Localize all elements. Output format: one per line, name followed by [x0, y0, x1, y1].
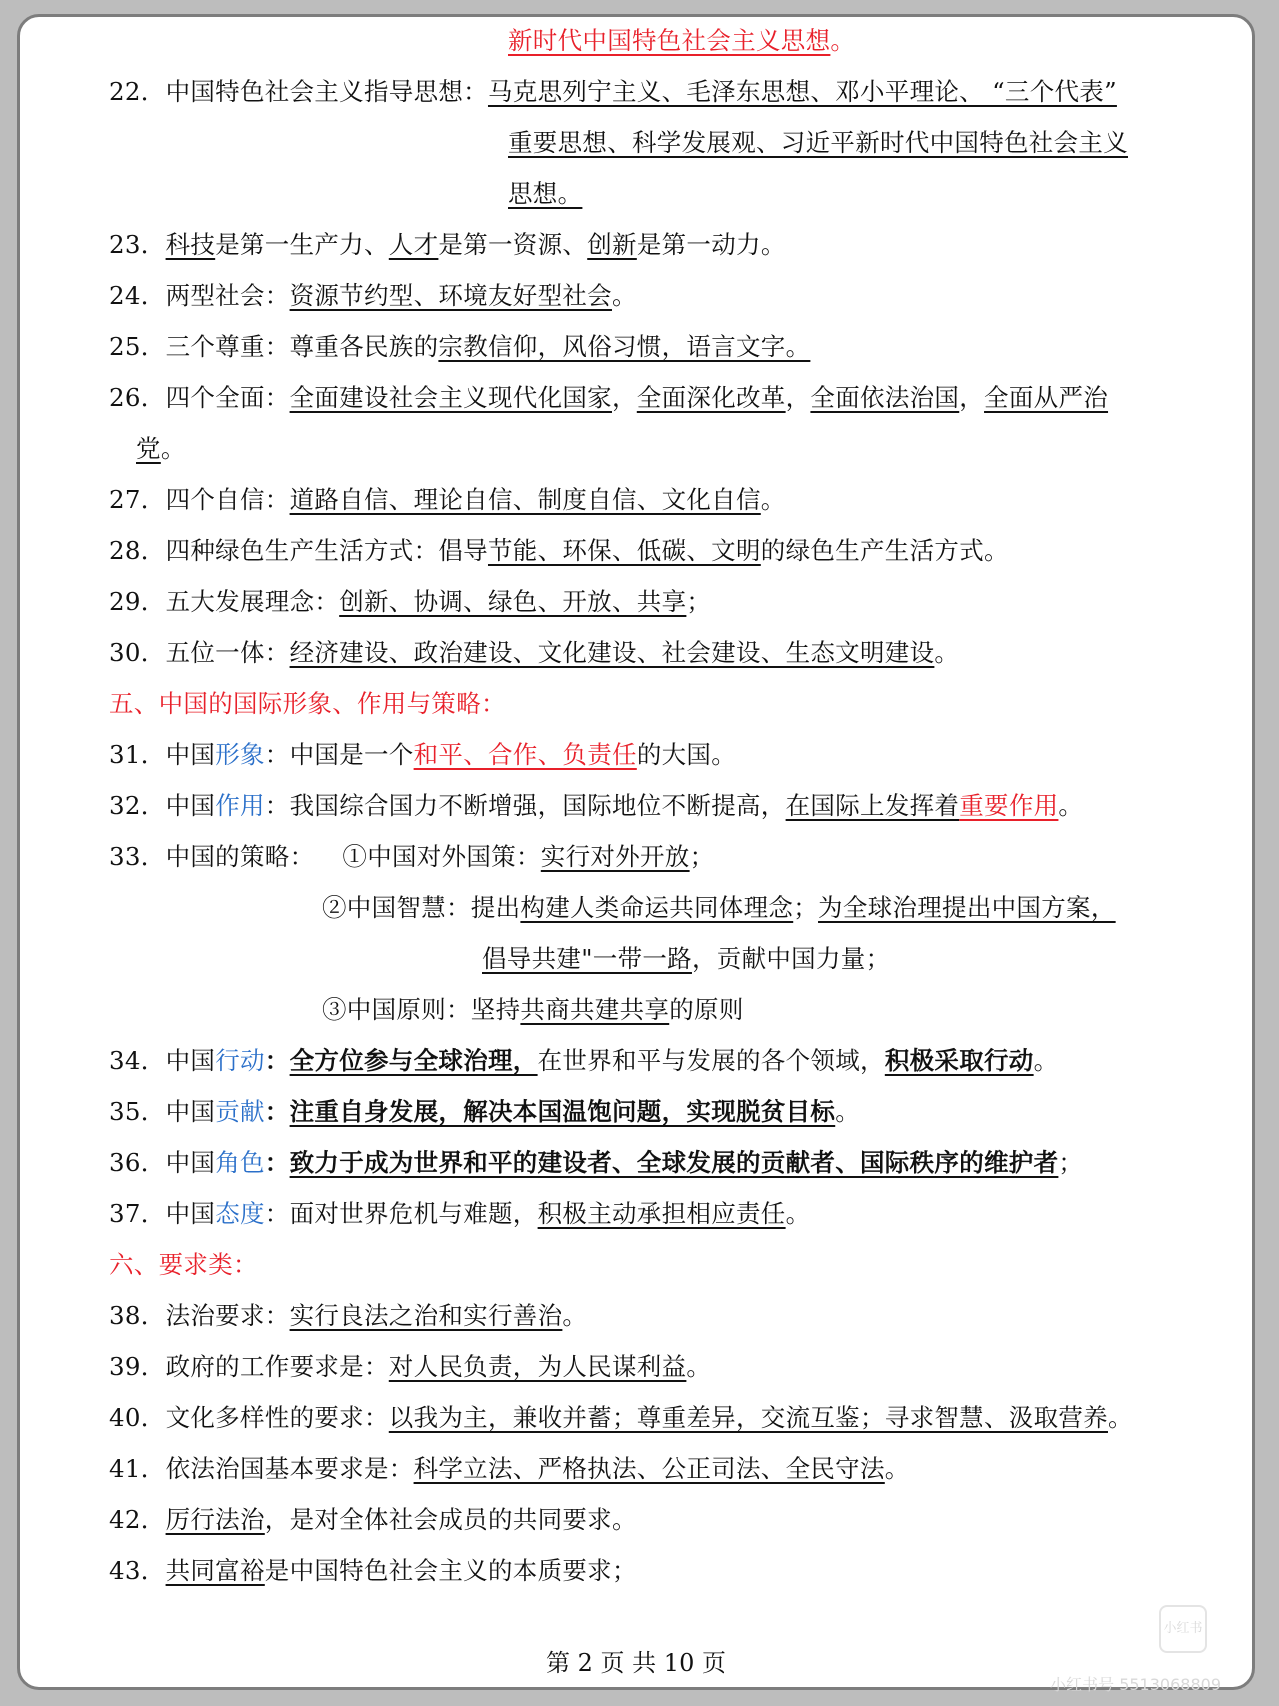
item-34: 34．中国行动：全方位参与全球治理，在世界和平与发展的各个领域，积极采取行动。 — [109, 1046, 1059, 1075]
item-22-line-2: 重要思想、科学发展观、习近平新时代中国特色社会主义 — [508, 128, 1128, 157]
item-33-point-2-line-2: 倡导共建"一带一路，贡献中国力量； — [482, 944, 891, 973]
watermark-logo: 小红书 — [1159, 1605, 1207, 1653]
item-30: 30．五位一体：经济建设、政治建设、文化建设、社会建设、生态文明建设。 — [109, 638, 960, 667]
section-heading-6: 六、要求类： — [109, 1250, 258, 1279]
item-42: 42．厉行法治，是对全体社会成员的共同要求。 — [109, 1505, 637, 1534]
item-28: 28．四种绿色生产生活方式：倡导节能、环保、低碳、文明的绿色生产生活方式。 — [109, 536, 1009, 565]
item-26-line-2: 党。 — [136, 434, 186, 463]
item-27: 27．四个自信：道路自信、理论自信、制度自信、文化自信。 — [109, 485, 786, 514]
item-41: 41．依法治国基本要求是：科学立法、严格执法、公正司法、全民守法。 — [109, 1454, 910, 1483]
item-37: 37．中国态度：面对世界危机与难题，积极主动承担相应责任。 — [109, 1199, 811, 1228]
document-page — [17, 14, 1255, 1690]
item-36: 36．中国角色：致力于成为世界和平的建设者、全球发展的贡献者、国际秩序的维护者； — [109, 1148, 1084, 1177]
item-40: 40．文化多样性的要求：以我为主，兼收并蓄；尊重差异，交流互鉴；寻求智慧、汲取营养。 — [109, 1403, 1133, 1432]
item-22-line-3: 思想。 — [508, 179, 583, 208]
item-31: 31．中国形象：中国是一个和平、合作、负责任的大国。 — [109, 740, 737, 769]
item-35: 35．中国贡献：注重自身发展，解决本国温饱问题，实现脱贫目标。 — [109, 1097, 861, 1126]
item-23: 23．科技是第一生产力、人才是第一资源、创新是第一动力。 — [109, 230, 786, 259]
item-38: 38．法治要求：实行良法之治和实行善治。 — [109, 1301, 588, 1330]
item-39: 39．政府的工作要求是：对人民负责，为人民谋利益。 — [109, 1352, 712, 1381]
watermark-text: 小红书号 5513068809 — [1050, 1675, 1221, 1694]
item-29: 29．五大发展理念：创新、协调、绿色、开放、共享； — [109, 587, 712, 616]
item-33: 33．中国的策略： ①中国对外国策：实行对外开放； — [109, 842, 715, 871]
page-number: 第 2 页 共 10 页 — [546, 1649, 726, 1677]
item-43: 43．共同富裕是中国特色社会主义的本质要求； — [109, 1556, 637, 1585]
item-33-point-3: ③中国原则：坚持共商共建共享的原则 — [322, 995, 744, 1024]
item-26: 26．四个全面：全面建设社会主义现代化国家，全面深化改革，全面依法治国，全面从严治 — [109, 383, 1109, 412]
item-24: 24．两型社会：资源节约型、环境友好型社会。 — [109, 281, 637, 310]
item-32: 32．中国作用：我国综合国力不断增强，国际地位不断提高，在国际上发挥着重要作用。 — [109, 791, 1084, 820]
item-33-point-2: ②中国智慧：提出构建人类命运共同体理念；为全球治理提出中国方案， — [322, 893, 1116, 922]
item-22: 22．中国特色社会主义指导思想：马克思列宁主义、毛泽东思想、邓小平理论、 “三个代表” — [109, 77, 1117, 106]
section-heading-5: 五、中国的国际形象、作用与策略： — [109, 689, 506, 718]
item-25: 25．三个尊重：尊重各民族的宗教信仰，风俗习惯，语言文字。 — [109, 332, 811, 361]
line-21-continuation: 新时代中国特色社会主义思想。 — [508, 26, 856, 55]
